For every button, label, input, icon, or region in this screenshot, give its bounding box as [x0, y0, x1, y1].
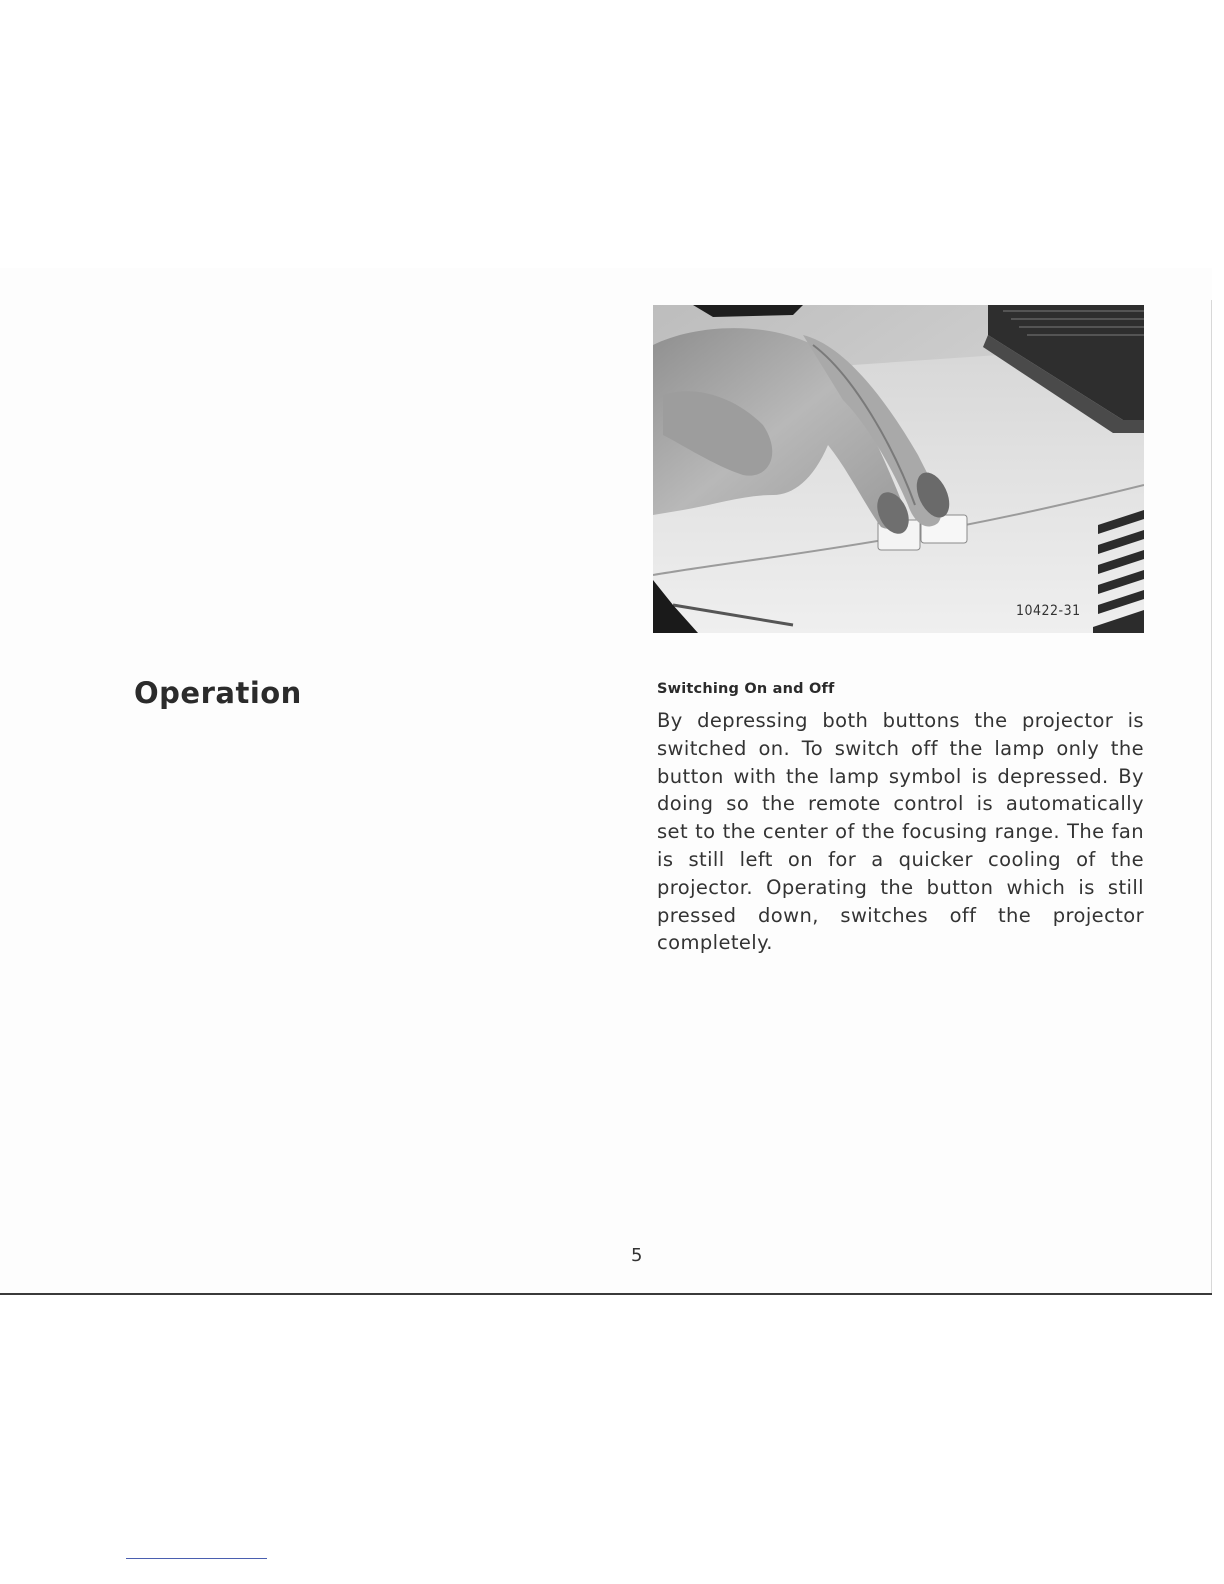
- section-title: Operation: [134, 676, 302, 710]
- page-bottom-edge: [0, 1293, 1212, 1295]
- scan-artifact-line: [126, 1558, 267, 1559]
- photo-hand-pressing-buttons-icon: [653, 305, 1144, 633]
- page-right-edge: [1211, 300, 1212, 1295]
- subsection-heading: Switching On and Off: [657, 681, 835, 697]
- body-paragraph: By depressing both buttons the projector is switched on. To switch off the lamp only the button with the lamp symbol is depressed. By doing so the remote control is automatically set to the center of the focusing range. The fan is still left on for a quicker cooling of the projector. Operating the button which is still pressed down, switches off the projector completely.: [657, 709, 1144, 955]
- figure-photo: [653, 305, 1144, 633]
- page-number: 5: [631, 1245, 643, 1266]
- figure-reference-number: 10422-31: [1016, 603, 1081, 619]
